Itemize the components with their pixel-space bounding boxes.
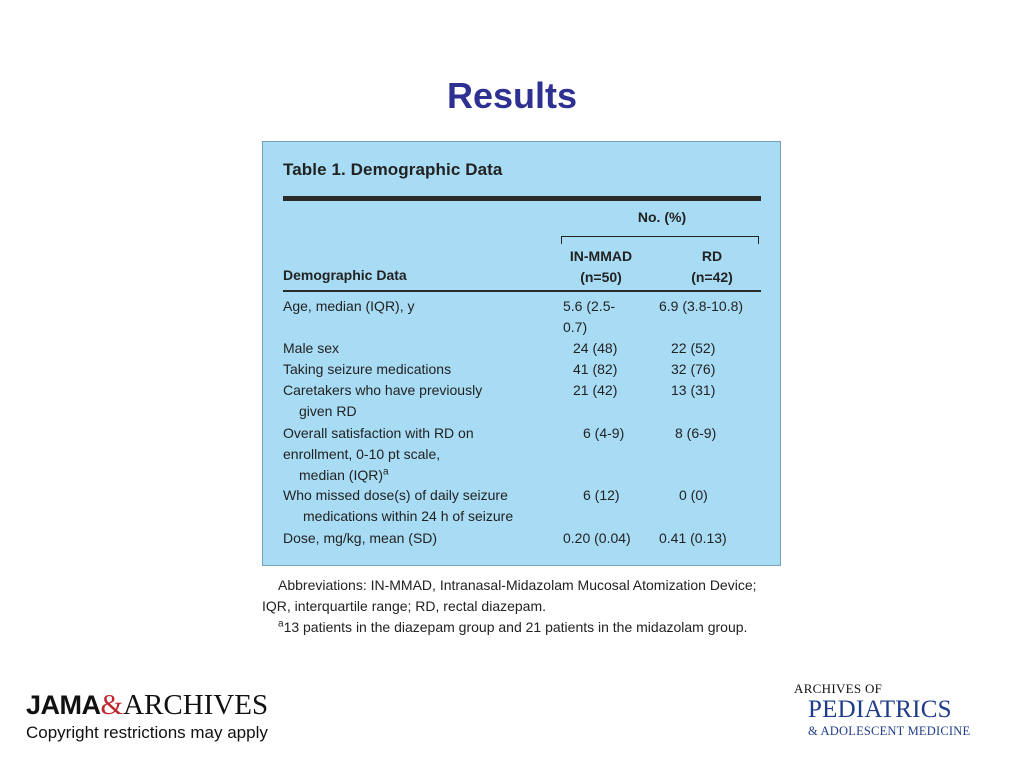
cell-rd: 22 (52) — [671, 340, 716, 356]
demographic-table — [262, 141, 781, 566]
row-label-line: medications within 24 h of seizure — [303, 508, 514, 524]
cell-in-mmad: 6 (4-9) — [583, 425, 625, 441]
cell-in-mmad: 41 (82) — [573, 361, 618, 377]
column-header-line: (n=50) — [580, 269, 622, 285]
row-label — [283, 359, 551, 380]
footnote-text: 13 patients in the diazepam group and 21 patients in the midazolam group. — [283, 619, 748, 635]
logo-line-archives-of: ARCHIVES OF — [794, 681, 883, 696]
row-label — [283, 338, 551, 359]
row-label-line: Caretakers who have previously — [283, 382, 483, 398]
row-label-line: given RD — [299, 403, 357, 419]
cell-line: 5.6 (2.5- — [563, 298, 616, 314]
cell-rd: 13 (31) — [671, 382, 716, 398]
logo-ampersand: & — [100, 689, 124, 721]
row-label-line: median (IQR) — [299, 467, 384, 483]
row-label — [283, 423, 551, 486]
column-header-line: RD — [701, 248, 723, 264]
header-rule — [283, 290, 761, 292]
archives-pediatrics-logo — [794, 681, 1014, 739]
jama-archives-logo — [26, 688, 268, 722]
stub-header: Demographic Data — [283, 267, 407, 283]
group-header: No. (%) — [637, 209, 687, 225]
footnote-marker: a — [278, 618, 284, 630]
row-label-line-with-note — [283, 465, 551, 486]
logo-archives: ARCHIVES — [123, 689, 269, 721]
group-bracket — [561, 236, 759, 244]
cell-rd: 0.41 (0.13) — [659, 530, 727, 546]
row-label — [283, 380, 551, 422]
cell-in-mmad — [563, 296, 641, 338]
table-footnotes — [262, 575, 762, 638]
row-label — [283, 296, 551, 317]
cell-rd: 8 (6-9) — [675, 425, 717, 441]
footnote-marker: a — [383, 466, 389, 478]
cell-in-mmad: 21 (42) — [573, 382, 618, 398]
cell-line: 0.7) — [563, 319, 588, 335]
row-label-line: Overall satisfaction with RD on — [283, 425, 474, 441]
cell-rd: 6.9 (3.8-10.8) — [659, 298, 744, 314]
logo-jama: JAMA — [26, 690, 101, 720]
row-label-line: Male sex — [283, 340, 340, 356]
row-label — [283, 485, 563, 527]
logo-line-pediatrics: PEDIATRICS — [808, 696, 952, 723]
row-label-line: Taking seizure medications — [283, 361, 452, 377]
slide-title: Results — [446, 75, 578, 116]
table-caption: Table 1. Demographic Data — [283, 160, 503, 179]
table-top-rule — [283, 196, 761, 201]
row-label-line: enrollment, 0-10 pt scale, — [283, 446, 441, 462]
row-label-line: Dose, mg/kg, mean (SD) — [283, 530, 438, 546]
cell-rd: 32 (76) — [671, 361, 716, 377]
row-label-line: Age, median (IQR), y — [283, 298, 415, 314]
row-label — [283, 528, 551, 549]
column-header-in-mmad — [559, 246, 643, 288]
cell-in-mmad: 24 (48) — [573, 340, 618, 356]
cell-in-mmad: 0.20 (0.04) — [563, 530, 631, 546]
cell-rd: 0 (0) — [679, 487, 708, 503]
logo-line-adolescent-medicine: & ADOLESCENT MEDICINE — [808, 724, 971, 738]
column-header-rd — [663, 246, 761, 288]
row-label-line: Who missed dose(s) of daily seizure — [283, 487, 508, 503]
footnote-a — [262, 617, 762, 638]
cell-in-mmad: 6 (12) — [583, 487, 620, 503]
abbreviations-note: Abbreviations: IN-MMAD, Intranasal-Midazolam Mucosal Atomization Device; IQR, interquartile range; RD, rectal diazepam. — [262, 577, 757, 614]
column-header-line: (n=42) — [691, 269, 733, 285]
copyright-notice: Copyright restrictions may apply — [26, 723, 268, 742]
column-header-line: IN-MMAD — [569, 248, 633, 264]
